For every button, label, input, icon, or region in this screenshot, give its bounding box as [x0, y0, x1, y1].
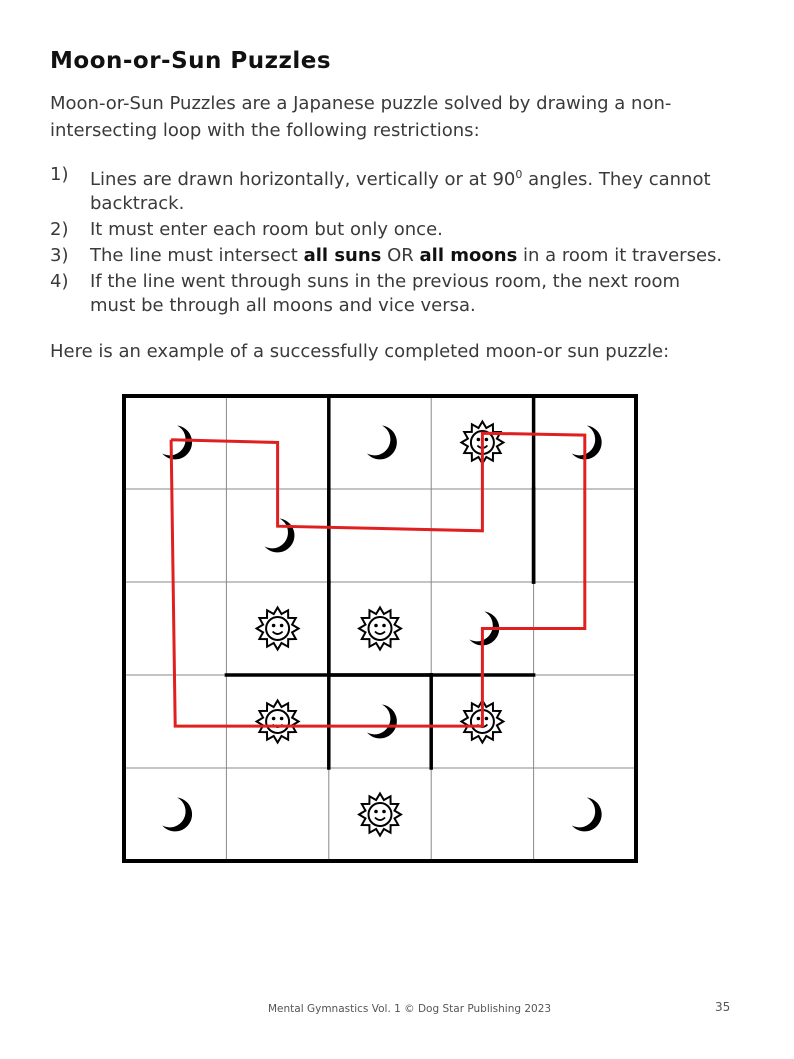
rule-text: The line must intersect [90, 245, 304, 266]
puzzle-grid [121, 393, 638, 864]
solution-loop [171, 433, 585, 726]
rule-text: angles. They cannot backtrack. [90, 169, 711, 214]
sun-icon [257, 608, 299, 650]
page-number: 35 [715, 1000, 731, 1014]
moon-icon [367, 426, 397, 460]
rule-text: OR [381, 245, 420, 266]
rule-number: 3) [50, 245, 69, 266]
moon-icon [572, 426, 602, 460]
sun-icon [359, 608, 401, 650]
rules-list [50, 163, 730, 320]
moon-icon [162, 426, 192, 460]
rule-text: 0 [515, 168, 523, 181]
rule-text: If the line went through suns in the previous room, the next room must be through all moons and vice versa. [90, 271, 681, 316]
sun-icon [359, 794, 401, 836]
example-label: Here is an example of a successfully completed moon-or sun puzzle: [50, 341, 670, 362]
sun-icon [257, 701, 299, 743]
footer-credit: Mental Gymnastics Vol. 1 © Dog Star Publishing 2023 [268, 1003, 552, 1015]
intro-paragraph: Moon-or-Sun Puzzles are a Japanese puzzle solved by drawing a non-intersecting loop with the following restrictions: [50, 93, 672, 141]
moon-icon [572, 798, 602, 832]
rule-item [50, 218, 730, 242]
page-title: Moon-or-Sun Puzzles [50, 48, 332, 74]
rule-emphasis: all moons [419, 245, 518, 266]
rule-item [50, 244, 730, 268]
moon-icon [162, 798, 192, 832]
rule-number: 4) [50, 271, 69, 292]
rule-text: Lines are drawn horizontally, vertically or at 90 [90, 169, 516, 190]
moon-icon [265, 519, 295, 553]
rule-number: 2) [50, 219, 69, 240]
rule-number: 1) [50, 164, 69, 185]
rule-item [50, 163, 730, 216]
rule-text: It must enter each room but only once. [90, 219, 443, 240]
rule-text: in a room it traverses. [517, 245, 723, 266]
rule-emphasis: all suns [303, 245, 382, 266]
moon-icon [367, 705, 397, 739]
rule-item [50, 270, 730, 318]
